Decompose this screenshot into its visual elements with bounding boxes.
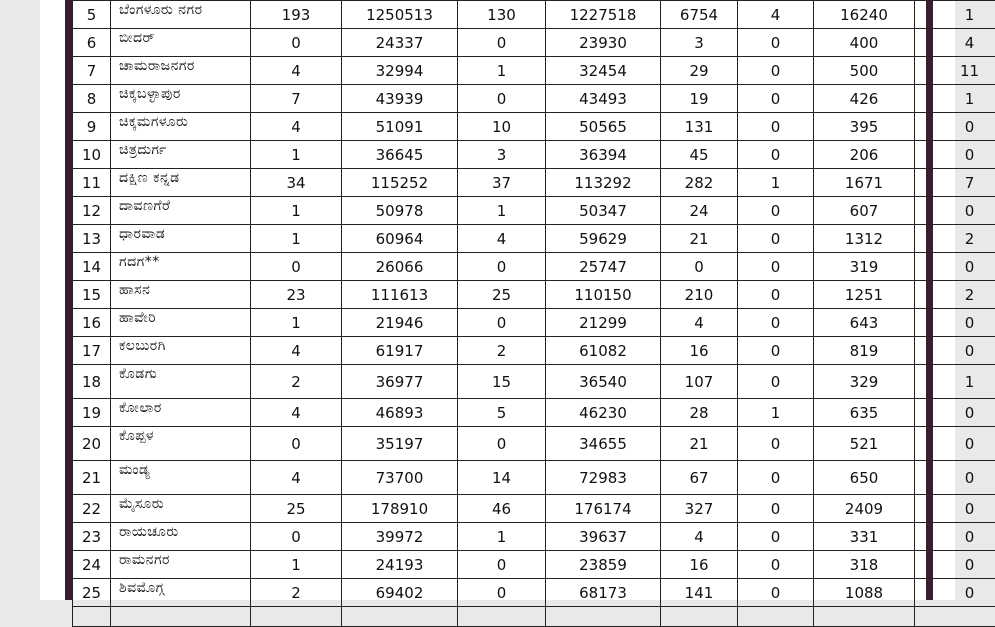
serial-number: 17	[73, 337, 111, 365]
table-cell	[814, 607, 915, 627]
table-cell: 0	[915, 523, 995, 551]
table-cell: 5	[458, 399, 546, 427]
table-cell	[458, 607, 546, 627]
table-row	[73, 169, 995, 197]
table-cell: 0	[738, 57, 814, 85]
serial-number: 23	[73, 523, 111, 551]
serial-number: 10	[73, 141, 111, 169]
serial-number: 21	[73, 461, 111, 495]
table-cell: 0	[738, 141, 814, 169]
table-cell: 59629	[546, 225, 661, 253]
table-cell: 0	[738, 225, 814, 253]
serial-number: 15	[73, 281, 111, 309]
table-cell: 60964	[342, 225, 458, 253]
table-cell: 819	[814, 337, 915, 365]
table-cell: 50347	[546, 197, 661, 225]
table-cell: 21	[661, 427, 738, 461]
table-row	[73, 309, 995, 337]
table-cell	[251, 607, 342, 627]
table-row	[73, 57, 995, 85]
table-cell: 0	[915, 579, 995, 607]
table-cell: 4	[738, 1, 814, 29]
table-cell: 329	[814, 365, 915, 399]
district-name: ಧಾರವಾಡ	[111, 225, 251, 253]
table-row	[73, 427, 995, 461]
district-covid-table	[72, 0, 995, 627]
table-cell: 0	[251, 523, 342, 551]
table-cell: 0	[915, 197, 995, 225]
table-cell: 141	[661, 579, 738, 607]
table-cell: 4	[661, 309, 738, 337]
table-row	[73, 337, 995, 365]
table-cell: 1312	[814, 225, 915, 253]
table-cell: 16	[661, 337, 738, 365]
table-cell: 0	[915, 427, 995, 461]
table-cell: 1	[251, 551, 342, 579]
table-row	[73, 399, 995, 427]
table-cell: 110150	[546, 281, 661, 309]
table-cell: 0	[458, 309, 546, 337]
table-cell: 73700	[342, 461, 458, 495]
table-cell: 25	[458, 281, 546, 309]
table-cell: 36645	[342, 141, 458, 169]
table-cell: 2409	[814, 495, 915, 523]
table-row	[73, 551, 995, 579]
district-name: ದಾವಣಗೆರೆ	[111, 197, 251, 225]
table-cell: 4	[251, 57, 342, 85]
table-row	[73, 495, 995, 523]
district-name: ಚಿಕ್ಕಬಳ್ಳಾಪುರ	[111, 85, 251, 113]
table-cell: 23859	[546, 551, 661, 579]
table-cell: 0	[251, 253, 342, 281]
table-cell: 210	[661, 281, 738, 309]
table-cell: 0	[915, 495, 995, 523]
table-cell: 23	[251, 281, 342, 309]
table-cell: 0	[458, 579, 546, 607]
table-cell: 0	[738, 365, 814, 399]
table-cell: 0	[915, 337, 995, 365]
table-cell: 0	[661, 253, 738, 281]
table-cell: 4	[661, 523, 738, 551]
table-cell: 2	[915, 225, 995, 253]
table-cell: 29	[661, 57, 738, 85]
table-cell: 36977	[342, 365, 458, 399]
table-cell: 2	[251, 579, 342, 607]
document-page	[40, 0, 955, 600]
table-cell: 331	[814, 523, 915, 551]
table-cell: 206	[814, 141, 915, 169]
table-row	[73, 365, 995, 399]
table-cell: 45	[661, 141, 738, 169]
table-row	[73, 113, 995, 141]
district-name: ಚಿಕ್ಕಮಗಳೂರು	[111, 113, 251, 141]
table-cell: 643	[814, 309, 915, 337]
table-cell: 39972	[342, 523, 458, 551]
table-cell: 1088	[814, 579, 915, 607]
table-cell: 1	[251, 225, 342, 253]
table-cell: 24	[661, 197, 738, 225]
table-cell	[546, 607, 661, 627]
table-cell: 21	[661, 225, 738, 253]
table-cell: 0	[915, 309, 995, 337]
district-name: ದಕ್ಷಿಣ ಕನ್ನಡ	[111, 169, 251, 197]
table-cell: 43493	[546, 85, 661, 113]
table-row	[73, 523, 995, 551]
table-cell: 607	[814, 197, 915, 225]
table-cell: 0	[738, 523, 814, 551]
table-cell: 68173	[546, 579, 661, 607]
table-cell: 1	[251, 197, 342, 225]
table-cell: 50978	[342, 197, 458, 225]
district-name: ಮೈಸೂರು	[111, 495, 251, 523]
serial-number: 5	[73, 1, 111, 29]
district-name: ಶಿವಮೊಗ್ಗ	[111, 579, 251, 607]
table-cell: 0	[915, 551, 995, 579]
table-cell: 1	[915, 1, 995, 29]
district-name: ಗದಗ**	[111, 253, 251, 281]
table-cell: 28	[661, 399, 738, 427]
district-name: ಕೊಪ್ಪಳ	[111, 427, 251, 461]
table-cell: 7	[251, 85, 342, 113]
table-cell	[73, 607, 111, 627]
table-cell: 37	[458, 169, 546, 197]
serial-number: 18	[73, 365, 111, 399]
serial-number: 22	[73, 495, 111, 523]
table-cell: 2	[458, 337, 546, 365]
table-cell: 0	[738, 253, 814, 281]
table-cell: 51091	[342, 113, 458, 141]
serial-number: 16	[73, 309, 111, 337]
district-name: ಹಾಸನ	[111, 281, 251, 309]
table-cell: 32994	[342, 57, 458, 85]
table-cell: 0	[915, 141, 995, 169]
table-cell: 400	[814, 29, 915, 57]
table-row	[73, 141, 995, 169]
table-cell: 0	[738, 309, 814, 337]
table-cell: 16240	[814, 1, 915, 29]
table-cell: 4	[251, 461, 342, 495]
table-cell: 635	[814, 399, 915, 427]
table-cell: 23930	[546, 29, 661, 57]
table-cell: 25	[251, 495, 342, 523]
table-cell: 3	[661, 29, 738, 57]
district-name: ಹಾವೇರಿ	[111, 309, 251, 337]
table-cell: 1	[458, 57, 546, 85]
table-cell: 21299	[546, 309, 661, 337]
serial-number: 19	[73, 399, 111, 427]
table-cell: 50565	[546, 113, 661, 141]
table-cell: 130	[458, 1, 546, 29]
table-cell: 0	[738, 197, 814, 225]
district-name: ಕೊಡಗು	[111, 365, 251, 399]
table-cell: 0	[915, 399, 995, 427]
table-row	[73, 225, 995, 253]
table-cell: 0	[251, 29, 342, 57]
table-cell: 46	[458, 495, 546, 523]
table-cell: 395	[814, 113, 915, 141]
table-cell: 35197	[342, 427, 458, 461]
table-cell: 16	[661, 551, 738, 579]
table-cell: 0	[738, 281, 814, 309]
table-cell: 113292	[546, 169, 661, 197]
table-cell: 426	[814, 85, 915, 113]
table-cell: 0	[915, 113, 995, 141]
table-cell: 0	[738, 579, 814, 607]
serial-number: 9	[73, 113, 111, 141]
table-cell: 1	[251, 309, 342, 337]
table-cell: 327	[661, 495, 738, 523]
table-cell: 111613	[342, 281, 458, 309]
table-cell: 1250513	[342, 1, 458, 29]
table-cell: 15	[458, 365, 546, 399]
table-cell	[111, 607, 251, 627]
table-cell: 176174	[546, 495, 661, 523]
table-cell: 0	[915, 253, 995, 281]
serial-number: 8	[73, 85, 111, 113]
table-cell	[661, 607, 738, 627]
table-row	[73, 1, 995, 29]
table-cell: 39637	[546, 523, 661, 551]
table-cell: 21946	[342, 309, 458, 337]
table-cell: 46230	[546, 399, 661, 427]
district-name: ಕಲಬುರಗಿ	[111, 337, 251, 365]
serial-number: 12	[73, 197, 111, 225]
table-cell: 0	[738, 461, 814, 495]
table-cell: 0	[738, 29, 814, 57]
table-cell: 0	[738, 113, 814, 141]
district-name: ರಾಯಚೂರು	[111, 523, 251, 551]
table-row-partial	[73, 607, 995, 627]
table-cell: 67	[661, 461, 738, 495]
table-cell: 0	[738, 337, 814, 365]
table-row	[73, 579, 995, 607]
table-cell: 10	[458, 113, 546, 141]
district-name: ಬೆಂಗಳೂರು ನಗರ	[111, 1, 251, 29]
table-cell: 3	[458, 141, 546, 169]
table-cell: 107	[661, 365, 738, 399]
table-cell: 11	[915, 57, 995, 85]
table-cell: 25747	[546, 253, 661, 281]
table-cell: 19	[661, 85, 738, 113]
table-cell: 36394	[546, 141, 661, 169]
district-name: ಬೀದರ್	[111, 29, 251, 57]
table-cell: 43939	[342, 85, 458, 113]
serial-number: 7	[73, 57, 111, 85]
table-cell: 1	[738, 169, 814, 197]
district-name: ಚಾಮರಾಜನಗರ	[111, 57, 251, 85]
table-row	[73, 461, 995, 495]
table-row	[73, 281, 995, 309]
serial-number: 6	[73, 29, 111, 57]
table-cell: 193	[251, 1, 342, 29]
table-cell: 0	[458, 85, 546, 113]
table-cell: 69402	[342, 579, 458, 607]
table-cell: 2	[915, 281, 995, 309]
table-cell: 500	[814, 57, 915, 85]
table-cell: 1671	[814, 169, 915, 197]
table-cell: 14	[458, 461, 546, 495]
table-cell: 0	[458, 253, 546, 281]
table-cell: 1227518	[546, 1, 661, 29]
table-cell: 72983	[546, 461, 661, 495]
table-cell: 4	[251, 337, 342, 365]
table-cell: 282	[661, 169, 738, 197]
table-cell: 61917	[342, 337, 458, 365]
serial-number: 24	[73, 551, 111, 579]
table-cell: 24193	[342, 551, 458, 579]
table-cell	[342, 607, 458, 627]
district-name: ಚಿತ್ರದುರ್ಗ	[111, 141, 251, 169]
table-row	[73, 253, 995, 281]
table-cell: 0	[915, 461, 995, 495]
serial-number: 20	[73, 427, 111, 461]
table-cell	[915, 607, 995, 627]
serial-number: 11	[73, 169, 111, 197]
table-cell: 32454	[546, 57, 661, 85]
table-cell: 34655	[546, 427, 661, 461]
table-row	[73, 29, 995, 57]
table-cell: 24337	[342, 29, 458, 57]
table-cell: 115252	[342, 169, 458, 197]
table-cell: 1	[915, 365, 995, 399]
table-cell: 2	[251, 365, 342, 399]
table-cell: 1	[251, 141, 342, 169]
table-cell: 0	[458, 551, 546, 579]
table-cell: 4	[251, 399, 342, 427]
serial-number: 25	[73, 579, 111, 607]
table-cell: 7	[915, 169, 995, 197]
serial-number: 14	[73, 253, 111, 281]
district-name: ಕೋಲಾರ	[111, 399, 251, 427]
table-cell: 650	[814, 461, 915, 495]
table-cell: 4	[458, 225, 546, 253]
serial-number: 13	[73, 225, 111, 253]
table-row	[73, 197, 995, 225]
table-cell: 4	[251, 113, 342, 141]
table-cell: 0	[458, 427, 546, 461]
table-cell: 178910	[342, 495, 458, 523]
table-cell: 1	[738, 399, 814, 427]
table-cell: 0	[738, 495, 814, 523]
table-cell: 61082	[546, 337, 661, 365]
table-cell: 1251	[814, 281, 915, 309]
table-cell: 0	[738, 85, 814, 113]
district-name: ಮಂಡ್ಯ	[111, 461, 251, 495]
table-cell: 46893	[342, 399, 458, 427]
table-cell: 0	[738, 427, 814, 461]
table-cell: 131	[661, 113, 738, 141]
table-cell: 1	[458, 523, 546, 551]
table-row	[73, 85, 995, 113]
table-cell: 521	[814, 427, 915, 461]
table-cell: 0	[251, 427, 342, 461]
table-cell: 0	[738, 551, 814, 579]
table-cell: 34	[251, 169, 342, 197]
table-cell: 4	[915, 29, 995, 57]
table-cell: 1	[915, 85, 995, 113]
table-cell: 36540	[546, 365, 661, 399]
table-cell: 6754	[661, 1, 738, 29]
table-cell: 26066	[342, 253, 458, 281]
table-cell: 319	[814, 253, 915, 281]
table-cell	[738, 607, 814, 627]
table-cell: 0	[458, 29, 546, 57]
table-cell: 1	[458, 197, 546, 225]
table-cell: 318	[814, 551, 915, 579]
district-name: ರಾಮನಗರ	[111, 551, 251, 579]
